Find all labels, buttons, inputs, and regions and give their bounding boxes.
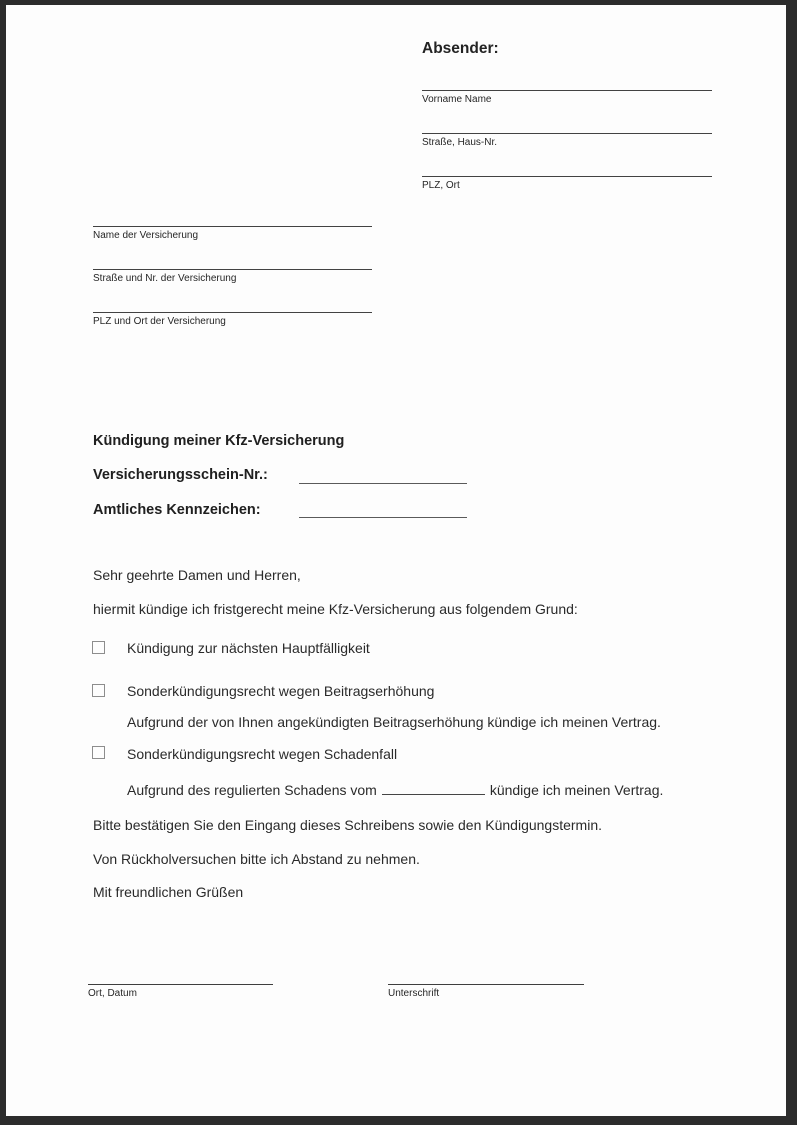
versicherungsschein-nr-line[interactable] [299,483,467,484]
reason-3-note-after: kündige ich meinen Vertrag. [489,782,664,798]
sender-city-field [422,176,712,191]
vorname-name-label: Vorname Name [422,94,492,105]
subject-title: Kündigung meiner Kfz-Versicherung [93,433,345,449]
checkbox-beitragserhoehung[interactable] [92,684,105,697]
reason-3-note-before: Aufgrund des regulierten Schadens vom [127,782,377,798]
plz-ort-line[interactable] [422,176,712,177]
reason-2-note: Aufgrund der von Ihnen angekündigten Beitragserhöhung kündige ich meinen Vertrag. [127,714,661,730]
versicherung-plz-ort-label: PLZ und Ort der Versicherung [93,316,226,327]
ort-datum-label: Ort, Datum [88,988,137,999]
signature-sign-field [388,984,584,999]
signature-date-field [88,984,273,999]
reason-2-label: Sonderkündigungsrecht wegen Beitragserhöhung [127,683,435,699]
recipient-name-field [93,226,372,241]
plz-ort-label: PLZ, Ort [422,180,460,191]
ort-datum-line[interactable] [88,984,273,985]
closing-regards: Mit freundlichen Grüßen [93,884,244,900]
kennzeichen-label: Amtliches Kennzeichen: [93,502,261,518]
checkbox-schadenfall[interactable] [92,746,105,759]
strasse-hausnr-label: Straße, Haus-Nr. [422,137,498,148]
reason-3-label: Sonderkündigungsrecht wegen Schadenfall [127,746,398,762]
kennzeichen-line[interactable] [299,517,467,518]
recipient-city-field [93,312,372,327]
letter-page [6,5,786,1116]
versicherung-plz-ort-line[interactable] [93,312,372,313]
salutation: Sehr geehrte Damen und Herren, [93,567,301,583]
checkbox-hauptfaelligkeit[interactable] [92,641,105,654]
unterschrift-line[interactable] [388,984,584,985]
closing-confirmation: Bitte bestätigen Sie den Eingang dieses Schreibens sowie den Kündigungstermin. [93,817,602,833]
sender-heading: Absender: [422,40,499,57]
versicherungsschein-nr-label: Versicherungsschein-Nr.: [93,467,268,483]
reason-1-label: Kündigung zur nächsten Hauptfälligkeit [127,640,370,656]
closing-no-retention: Von Rückholversuchen bitte ich Abstand zu nehmen. [93,851,420,867]
schadensdatum-line[interactable] [382,782,485,795]
recipient-street-field [93,269,372,284]
sender-name-field [422,90,712,105]
intro-line: hiermit kündige ich fristgerecht meine Kfz-Versicherung aus folgendem Grund: [93,601,578,617]
strasse-hausnr-line[interactable] [422,133,712,134]
versicherung-name-line[interactable] [93,226,372,227]
versicherung-name-label: Name der Versicherung [93,230,199,241]
reason-3-note [127,782,663,799]
sender-street-field [422,133,712,148]
vorname-name-line[interactable] [422,90,712,91]
versicherung-strasse-label: Straße und Nr. der Versicherung [93,273,237,284]
versicherung-strasse-line[interactable] [93,269,372,270]
unterschrift-label: Unterschrift [388,988,440,999]
